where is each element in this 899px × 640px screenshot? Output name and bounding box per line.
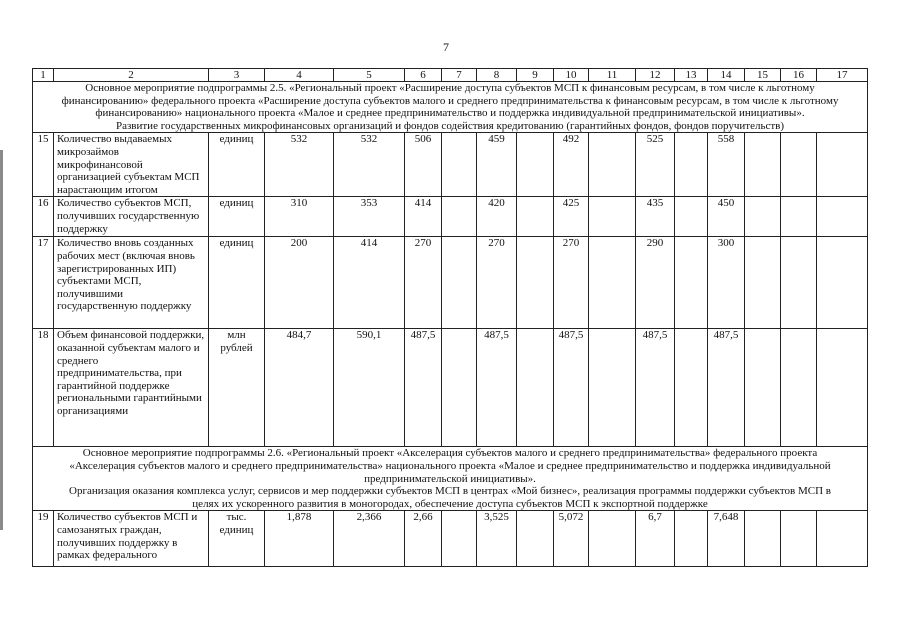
unit-cell: тыс. единиц <box>209 511 265 567</box>
value-cell: 310 <box>265 197 334 237</box>
indicator-name-cell: Объем финансовой поддержки, оказанной субъектам малого и среднего предпринимательства, при гарантийной поддержке региональными гарантийными организациями <box>54 329 209 447</box>
column-header-cell: 11 <box>589 69 636 82</box>
column-header-cell: 5 <box>334 69 405 82</box>
unit-cell: единиц <box>209 133 265 197</box>
indicator-name-cell: Количество субъектов МСП и самозанятых граждан, получивших поддержку в рамках федерального <box>54 511 209 567</box>
value-cell <box>781 511 817 567</box>
value-cell: 353 <box>334 197 405 237</box>
indicator-name-cell: Количество выдаваемых микрозаймов микрофинансовой организацией субъектам МСП нарастающим итогом <box>54 133 209 197</box>
value-cell <box>817 237 868 329</box>
column-header-cell: 12 <box>636 69 675 82</box>
section-title-line: Основное мероприятие подпрограммы 2.5. «Региональный проект «Расширение доступа субъектов МСП к финансовым ресурсам, в том числе к льготному <box>85 82 815 94</box>
value-cell: 270 <box>477 237 517 329</box>
section-title-line: предпринимательской инициативы». <box>364 472 536 485</box>
table-row <box>33 237 868 329</box>
value-cell: 2,366 <box>334 511 405 567</box>
value-cell <box>442 237 477 329</box>
value-cell: 7,648 <box>708 511 745 567</box>
value-cell <box>781 197 817 237</box>
value-cell <box>517 237 554 329</box>
column-header-cell: 13 <box>675 69 708 82</box>
value-cell: 420 <box>477 197 517 237</box>
section-title-line: Развитие государственных микрофинансовых организаций и фондов содействия кредитованию (гарантийных фондов, фондов поручительств) <box>115 119 785 132</box>
value-cell <box>517 511 554 567</box>
value-cell: 532 <box>265 133 334 197</box>
value-cell: 487,5 <box>636 329 675 447</box>
table-row <box>33 329 868 447</box>
column-header-cell: 2 <box>54 69 209 82</box>
value-cell: 300 <box>708 237 745 329</box>
unit-cell: единиц <box>209 197 265 237</box>
value-cell: 435 <box>636 197 675 237</box>
section-row <box>33 447 868 511</box>
indicator-name-cell: Количество субъектов МСП, получивших государственную поддержку <box>54 197 209 237</box>
indicator-name-cell: Количество вновь созданных рабочих мест (включая вновь зарегистрированных ИП) субъектами МСП, получившими государственную поддержку <box>54 237 209 329</box>
value-cell <box>675 237 708 329</box>
row-number-cell: 17 <box>33 237 54 329</box>
value-cell <box>675 329 708 447</box>
column-header-cell: 8 <box>477 69 517 82</box>
value-cell <box>817 511 868 567</box>
value-cell <box>781 133 817 197</box>
section-title-line: целях их ускоренного развития в моногородах, обеспечение доступа субъектов МСП к экспортной поддержке <box>192 497 708 510</box>
value-cell: 1,878 <box>265 511 334 567</box>
value-cell <box>442 511 477 567</box>
value-cell <box>675 133 708 197</box>
value-cell: 5,072 <box>554 511 589 567</box>
column-header-cell: 10 <box>554 69 589 82</box>
section-title-line: Организация оказания комплекса услуг, сервисов и мер поддержки субъектов МСП в центрах «Мой бизнес», реализация программы поддержки субъектов МСП в <box>69 485 831 498</box>
table-row <box>33 197 868 237</box>
value-cell: 492 <box>554 133 589 197</box>
scan-edge-mark <box>0 150 3 530</box>
value-cell <box>517 329 554 447</box>
table-row <box>33 133 868 197</box>
column-number-row <box>33 69 868 82</box>
row-number-cell: 16 <box>33 197 54 237</box>
column-header-cell: 1 <box>33 69 54 82</box>
value-cell <box>817 133 868 197</box>
table-body <box>33 69 868 567</box>
value-cell: 590,1 <box>334 329 405 447</box>
value-cell <box>589 237 636 329</box>
value-cell: 487,5 <box>554 329 589 447</box>
column-header-cell: 16 <box>781 69 817 82</box>
value-cell: 3,525 <box>477 511 517 567</box>
value-cell <box>517 197 554 237</box>
value-cell <box>745 133 781 197</box>
row-number-cell: 19 <box>33 511 54 567</box>
value-cell: 558 <box>708 133 745 197</box>
value-cell: 532 <box>334 133 405 197</box>
section-title-line: Основное мероприятие подпрограммы 2.6. «Региональный проект «Акселерация субъектов малого и среднего предпринимательства» федерального проекта <box>82 447 818 460</box>
value-cell <box>745 329 781 447</box>
value-cell <box>442 133 477 197</box>
value-cell <box>517 133 554 197</box>
value-cell <box>781 329 817 447</box>
section-row <box>33 82 868 133</box>
column-header-cell: 6 <box>405 69 442 82</box>
column-header-cell: 17 <box>817 69 868 82</box>
value-cell: 425 <box>554 197 589 237</box>
value-cell <box>442 329 477 447</box>
column-header-cell: 14 <box>708 69 745 82</box>
value-cell: 270 <box>405 237 442 329</box>
value-cell <box>589 329 636 447</box>
column-header-cell: 4 <box>265 69 334 82</box>
column-header-cell: 7 <box>442 69 477 82</box>
value-cell <box>442 197 477 237</box>
value-cell: 414 <box>405 197 442 237</box>
value-cell: 525 <box>636 133 675 197</box>
value-cell <box>745 511 781 567</box>
value-cell <box>745 197 781 237</box>
value-cell: 270 <box>554 237 589 329</box>
value-cell: 487,5 <box>477 329 517 447</box>
column-header-cell: 9 <box>517 69 554 82</box>
section-title-line: финансированию» федерального проекта «Расширение доступа субъектов малого и среднего предпринимательства к финансовым ресурсам, в том числе к льготному <box>61 94 839 107</box>
value-cell <box>781 237 817 329</box>
section-title <box>33 82 868 133</box>
value-cell: 6,7 <box>636 511 675 567</box>
value-cell: 200 <box>265 237 334 329</box>
value-cell <box>589 511 636 567</box>
column-header-cell: 15 <box>745 69 781 82</box>
row-number-cell: 15 <box>33 133 54 197</box>
section-title <box>33 447 868 511</box>
value-cell <box>589 133 636 197</box>
value-cell <box>817 197 868 237</box>
value-cell: 459 <box>477 133 517 197</box>
value-cell: 487,5 <box>405 329 442 447</box>
value-cell: 484,7 <box>265 329 334 447</box>
value-cell: 2,66 <box>405 511 442 567</box>
column-header-cell: 3 <box>209 69 265 82</box>
value-cell <box>817 329 868 447</box>
section-title-line: «Акселерация субъектов малого и среднего предпринимательства» национального проекта «Малое и среднее предпринимательство и поддержка индивидуальной <box>69 459 831 472</box>
value-cell: 414 <box>334 237 405 329</box>
unit-cell: единиц <box>209 237 265 329</box>
value-cell: 506 <box>405 133 442 197</box>
row-number-cell: 18 <box>33 329 54 447</box>
value-cell: 487,5 <box>708 329 745 447</box>
section-title-line: финансированию» национального проекта «Малое и среднее предпринимательство и поддержка индивидуальной предпринимательской инициативы». <box>95 107 805 120</box>
value-cell <box>675 197 708 237</box>
page-number: 7 <box>443 40 449 54</box>
value-cell <box>745 237 781 329</box>
value-cell <box>675 511 708 567</box>
value-cell: 450 <box>708 197 745 237</box>
value-cell <box>589 197 636 237</box>
value-cell: 290 <box>636 237 675 329</box>
table-row <box>33 511 868 567</box>
unit-cell: млн рублей <box>209 329 265 447</box>
indicator-table <box>32 68 868 567</box>
